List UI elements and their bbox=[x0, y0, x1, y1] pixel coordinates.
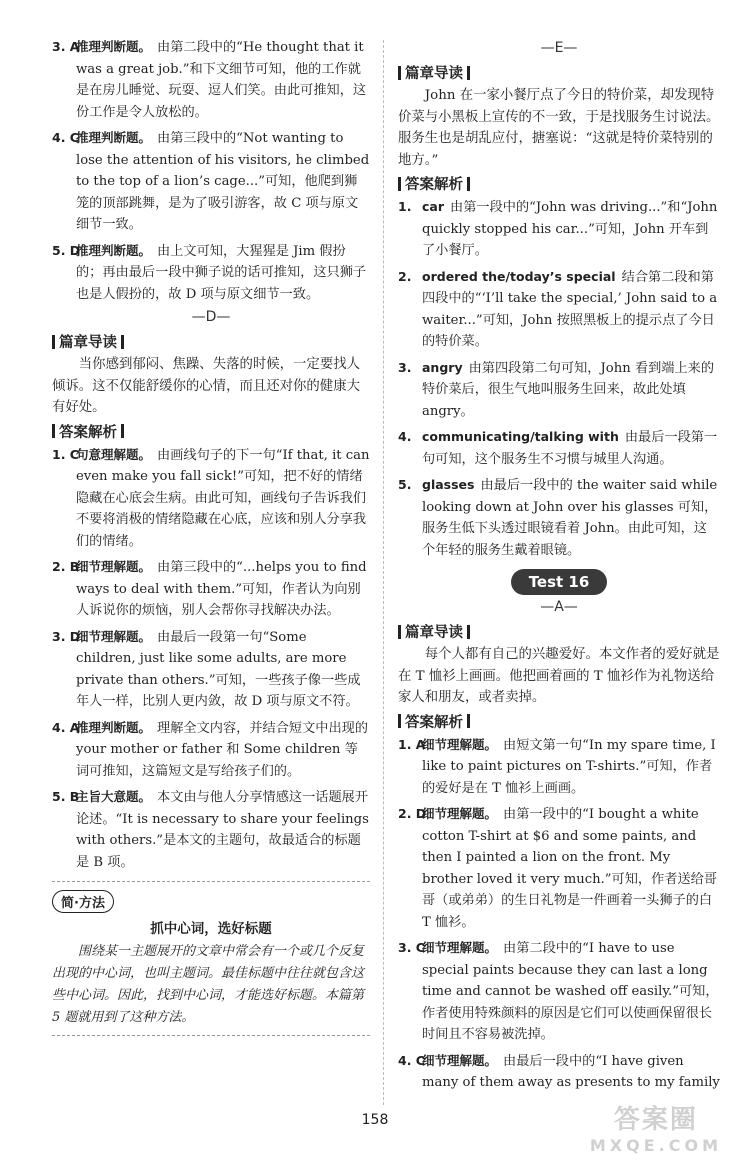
heading-bar bbox=[121, 335, 124, 349]
item-text: 由第一段中的“I bought a white cotton T-shirt at $6 and some paints, and then I painted a lion on the front. My brother loved it very much.”可知，作者送给哥哥（或弟弟）的生日礼物是一件画着一头狮子的白 T 恤衫。 bbox=[422, 807, 718, 930]
answer-item bbox=[398, 734, 720, 800]
item-number: 4. C bbox=[52, 130, 79, 145]
question-type: 推理判断题。 bbox=[76, 719, 152, 735]
item-number: 5. B bbox=[52, 789, 80, 804]
answer-heading-text: 答案解析 bbox=[405, 177, 463, 193]
question-type: 细节理解题。 bbox=[422, 1052, 498, 1068]
method-box bbox=[52, 881, 370, 1036]
guide-paragraph: John 在一家小餐厅点了今日的特价菜，却发现特价菜与小黑板上宣传的不一致，于是找服务生讨说法。服务生也是胡乱应付，搪塞说：“这就是特价菜特别的地方。” bbox=[398, 88, 720, 168]
answer-heading bbox=[398, 173, 720, 194]
method-title: 抓中心词，选好标题 bbox=[150, 921, 272, 937]
question-type: 主旨大意题。 bbox=[76, 789, 152, 804]
item-text: 由上文可知，大猩猩是 Jim 假扮的；再由最后一段中狮子说的话可推知，这只狮子也是人假扮的，故 D 项与原文细节一致。 bbox=[76, 243, 367, 302]
guide-heading-text: 篇章导读 bbox=[405, 66, 463, 82]
method-body: 围绕某一主题展开的文章中常会有一个或几个反复出现的中心词，也叫主题词。最佳标题中往往就包含这些中心词。因此，找到中心词，才能选好标题。本篇第 5 题就用到了这种方法。 bbox=[52, 941, 370, 1036]
question-type: 细节理解题。 bbox=[422, 940, 498, 955]
item-number: 3. A bbox=[52, 39, 80, 54]
item-text: 由最后一段中的 the waiter said while looking down at John over his glasses 可知，服务生低下头透过眼镜看着 John。由此可知，这个年轻的服务生戴着眼镜。 bbox=[422, 478, 718, 558]
column-divider bbox=[383, 40, 384, 1105]
page-number: 158 bbox=[361, 1112, 389, 1128]
question-type: 细节理解题。 bbox=[76, 628, 152, 644]
item-text: 由短文第一句“In my spare time, I like to paint pictures on T-shirts.”可知，作者的爱好是在 T 恤衫上画画。 bbox=[422, 737, 716, 796]
guide-paragraph: 当你感到郁闷、焦躁、失落的时候，一定要找人倾诉。这不仅能舒缓你的心情，而且还对你的健康大有好处。 bbox=[52, 357, 360, 415]
item-text: 由最后一段第一句“Some children, just like some adults, are more private than others.”可知，一些孩子像一些成年人一样，比别人更内敛，故 D 项与原文不符。 bbox=[76, 629, 361, 709]
answer-item bbox=[398, 937, 720, 1046]
heading-bar bbox=[398, 177, 401, 191]
answer-item bbox=[398, 803, 720, 933]
question-type: 推理判断题。 bbox=[76, 242, 152, 258]
answer-item bbox=[52, 127, 370, 236]
item-number: 5. D bbox=[52, 242, 81, 258]
heading-bar bbox=[398, 66, 401, 80]
answer-item bbox=[52, 36, 370, 123]
item-text: 由最后一段中的“I have given many of them away as presents to my family bbox=[422, 1053, 720, 1090]
item-number: 3. D bbox=[52, 628, 81, 644]
item-text: 由第四段第二句可知，John 看到端上来的特价菜后，很生气地叫服务生回来，故此处填 angry。 bbox=[422, 360, 715, 419]
item-text: 由画线句子的下一句“If that, it can even make you fall sick!”可知，把不好的情绪隐藏在心底会生病。由此可知，画线句子告诉我们不要将消极的情绪隐藏在心底，应该和别人分享我们的情绪。 bbox=[76, 447, 370, 549]
section-letter-e: —E— bbox=[540, 40, 578, 56]
right-column bbox=[398, 36, 720, 1098]
section-letter-d: —D— bbox=[191, 309, 231, 325]
item-number: 1. bbox=[398, 199, 412, 214]
watermark-logo bbox=[590, 1099, 722, 1155]
answer-keyword: car bbox=[422, 199, 445, 214]
guide-heading bbox=[398, 62, 720, 83]
answer-item bbox=[52, 444, 370, 553]
heading-bar bbox=[398, 625, 401, 639]
answer-item bbox=[398, 196, 720, 262]
question-type: 细节理解题。 bbox=[422, 736, 498, 752]
answer-item bbox=[52, 240, 370, 306]
answer-heading bbox=[398, 711, 720, 732]
answer-item bbox=[398, 474, 720, 561]
answer-item bbox=[52, 556, 370, 622]
method-tag: 简·方法 bbox=[52, 890, 114, 913]
item-text: 由第三段中的“Not wanting to lose the attention of his visitors, he climbed to the top of a lion’s cage...”可知，他爬到狮笼的顶部跳舞，是为了吸引游客，故 C 项与原文细节一致。 bbox=[76, 131, 370, 232]
question-type: 句意理解题。 bbox=[76, 446, 152, 462]
heading-bar bbox=[52, 335, 55, 349]
answer-keyword: ordered the/today’s special bbox=[422, 268, 616, 284]
answer-item bbox=[52, 717, 370, 783]
guide-heading bbox=[52, 331, 370, 352]
question-type: 细节理解题。 bbox=[422, 806, 498, 821]
question-type: 推理判断题。 bbox=[76, 130, 152, 145]
item-number: 1. C bbox=[52, 446, 79, 462]
guide-paragraph: 每个人都有自己的兴趣爱好。本文作者的爱好就是在 T 恤衫上画画。他把画着画的 T 恤衫作为礼物送给家人和朋友，或者卖掉。 bbox=[398, 647, 720, 705]
item-number: 4. C bbox=[398, 1052, 425, 1068]
item-text: 由第二段中的“He thought that it was a great job.”和下文细节可知，他的工作就是在房儿睡觉、玩耍、逗人们笑。由此可推知，这份工作是令人放松的。 bbox=[76, 40, 367, 120]
item-number: 3. C bbox=[398, 940, 425, 955]
item-number: 2. B bbox=[52, 559, 80, 574]
answer-heading-text: 答案解析 bbox=[405, 714, 463, 731]
answer-item bbox=[398, 266, 720, 353]
heading-bar bbox=[52, 424, 55, 438]
answer-heading-text: 答案解析 bbox=[59, 424, 117, 441]
item-number: 2. D bbox=[398, 806, 427, 821]
heading-bar bbox=[467, 714, 470, 728]
heading-bar bbox=[467, 66, 470, 80]
item-text: 理解全文内容，并结合短文中出现的 your mother or father 和 Some children 等词可推知，这篇短文是写给孩子们的。 bbox=[76, 720, 369, 779]
answer-keyword: communicating/talking with bbox=[422, 429, 619, 444]
guide-heading-text: 篇章导读 bbox=[405, 625, 463, 641]
answer-keyword: glasses bbox=[422, 477, 475, 492]
watermark-line1: 答案圈 bbox=[613, 1105, 698, 1135]
answer-keyword: angry bbox=[422, 359, 463, 375]
test-badge: Test 16 bbox=[511, 569, 607, 595]
heading-bar bbox=[398, 714, 401, 728]
item-text: 由第二段中的“I have to use special paints because they can last a long time and cannot be washed off easily.”可知，作者使用特殊颜料的原因是它们可以使画保留很长时间且不容易被洗掉。 bbox=[422, 941, 719, 1042]
heading-bar bbox=[121, 424, 124, 438]
left-column bbox=[52, 36, 370, 1036]
answer-item bbox=[398, 357, 720, 423]
guide-heading bbox=[398, 621, 720, 642]
item-text: 由最后一段第一句可知，这个服务生不习惯与城里人沟通。 bbox=[422, 430, 718, 467]
item-number: 2. bbox=[398, 268, 412, 284]
heading-bar bbox=[467, 177, 470, 191]
item-number: 4. A bbox=[52, 719, 80, 735]
item-number: 3. bbox=[398, 359, 412, 375]
answer-item bbox=[52, 786, 370, 873]
item-text: 结合第二段和第四段中的“‘I’ll take the special,’ John said to a waiter...”可知，John 按照黑板上的提示点了今日的特价菜。 bbox=[422, 269, 718, 349]
section-letter-a: —A— bbox=[540, 599, 578, 615]
item-text: 由第三段中的“...helps you to find ways to deal with them.”可知，作者认为向别人诉说你的烦恼，别人会帮你寻找解决办法。 bbox=[76, 560, 367, 618]
answer-item bbox=[398, 426, 720, 470]
watermark-line2: MXQE.COM bbox=[589, 1136, 722, 1155]
question-type: 细节理解题。 bbox=[76, 559, 152, 574]
item-number: 4. bbox=[398, 429, 412, 444]
answer-item bbox=[398, 1050, 720, 1094]
guide-heading-text: 篇章导读 bbox=[59, 335, 117, 351]
answer-heading bbox=[52, 421, 370, 442]
question-type: 推理判断题。 bbox=[76, 39, 152, 54]
heading-bar bbox=[467, 625, 470, 639]
item-text: 本文由与他人分享情感这一话题展开论述。“It is necessary to share your feelings with others.”是本文的主题句，故最适合的标题是 B 项。 bbox=[76, 790, 369, 870]
item-number: 5. bbox=[398, 477, 412, 492]
item-text: 由第一段中的“John was driving...”和“John quickly stopped his car...”可知，John 开车到了小餐厅。 bbox=[422, 200, 718, 258]
answer-item bbox=[52, 626, 370, 713]
item-number: 1. A bbox=[398, 736, 426, 752]
